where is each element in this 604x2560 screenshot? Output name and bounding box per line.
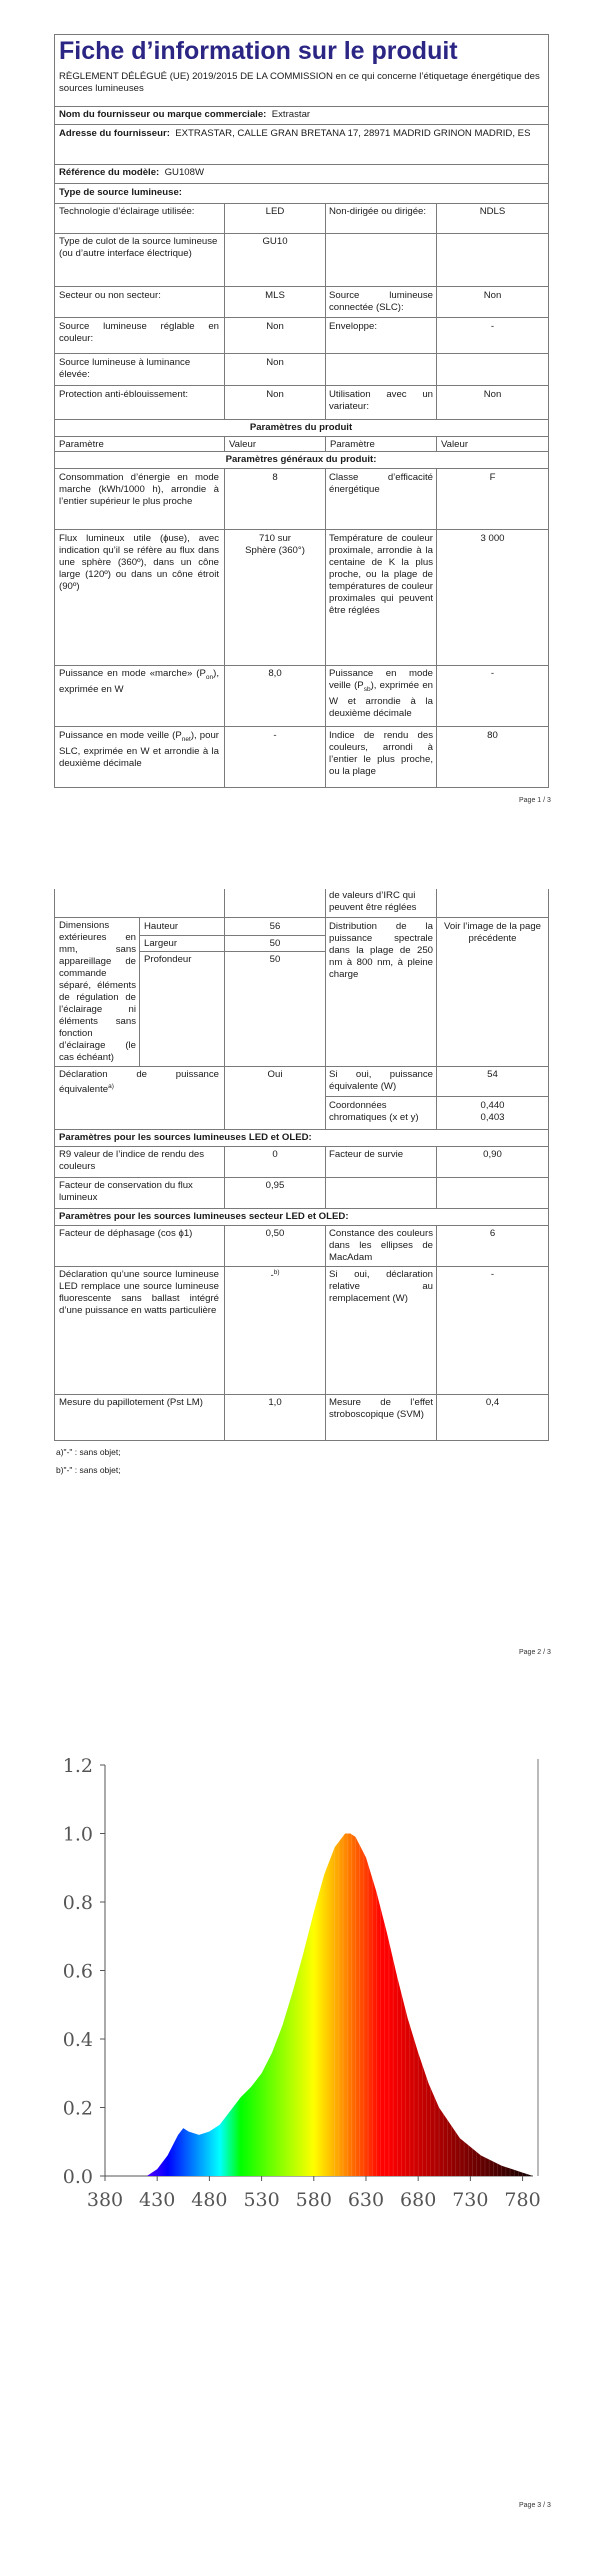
x-tick-label: 630: [347, 2189, 385, 2211]
height-value: 56: [269, 921, 281, 932]
standby-label-a: Puissance en mode veille (P: [329, 668, 433, 691]
net-standby-label: [56, 729, 222, 771]
col-divider: [224, 436, 225, 451]
regulation-text: RÈGLEMENT DÉLÉGUÉ (UE) 2019/2015 DE LA COMMISSION en ce qui concerne l’étiquetage énergétique des sources lumineuses: [59, 71, 540, 94]
power-factor-label: Facteur de déphasage (cos ϕ1): [59, 1228, 193, 1239]
col-divider: [436, 889, 437, 917]
page-number: Page 3 / 3: [519, 2502, 551, 2509]
colour-tunable-label: Source lumineuse réglable en couleur:: [59, 321, 219, 344]
maintenance-label: Facteur de conservation du flux lumineux: [59, 1180, 193, 1203]
divider: [139, 935, 325, 936]
energy-label: Consommation d’énergie en mode marche (kWh/1000 h), arrondie à l’entier supérieur le plus proche: [59, 472, 219, 507]
on-power-value: 8,0: [268, 668, 282, 679]
x-tick-label: 530: [243, 2189, 280, 2211]
x-tick-label: 780: [504, 2189, 541, 2211]
col-value-header-2: Valeur: [441, 439, 469, 450]
replacement-label: Déclaration qu’une source lumineuse LED remplace une source lumineuse fluorescente sans ballast intégré d’une puissance en watts particulière: [59, 1269, 219, 1316]
dimmable-label: Utilisation avec un variateur:: [329, 389, 433, 412]
survival-label: Facteur de survie: [329, 1149, 404, 1160]
col-divider: [224, 889, 225, 917]
divider: [55, 353, 549, 354]
flux-value-2: Sphère (360°): [245, 545, 305, 556]
width-value: 50: [269, 938, 281, 949]
standby-sub: sb: [363, 685, 371, 693]
col-divider: [436, 436, 437, 451]
model-row: [56, 166, 546, 180]
net-standby-label-a: Puissance en mode veille (P: [59, 730, 182, 741]
chroma-value: [437, 1099, 548, 1125]
high-luminance-label: Source lumineuse à luminance élevée:: [59, 357, 191, 380]
flux-value-1: 710 sur: [259, 533, 291, 544]
divider: [55, 317, 549, 318]
cap-label-1: Type de culot de la source lumineuse: [59, 236, 218, 247]
dimensions-label: Dimensions extérieures en mm, sans appareillage de commande séparé, éléments de régulation de l’éclairage ni éléments sans fonction d’éclairage (le cas échéant): [59, 920, 136, 1063]
divider: [55, 183, 549, 184]
y-tick-label: 0.6: [62, 1960, 93, 1983]
cap-value: GU10: [262, 236, 288, 247]
divider: [55, 917, 549, 918]
colour-tunable-value: Non: [266, 321, 284, 332]
divider: [55, 1177, 549, 1178]
divider: [325, 1096, 549, 1097]
flux-value: [225, 532, 325, 558]
on-power-label: [56, 667, 222, 697]
tech-value: LED: [265, 206, 285, 217]
macadam-value: 6: [489, 1228, 496, 1239]
glare-label: Protection anti-éblouissement:: [59, 389, 189, 400]
cri-label-cont: de valeurs d’IRC qui peuvent être réglées: [329, 890, 417, 913]
led-params-heading: Paramètres pour les sources lumineuses LED et OLED:: [59, 1132, 312, 1143]
divider: [139, 951, 325, 952]
flicker-label: Mesure du papillotement (Pst LM): [59, 1397, 203, 1408]
divider: [55, 1066, 549, 1067]
y-tick-label: 0.0: [62, 2166, 93, 2188]
height-label: Hauteur: [144, 921, 179, 932]
replacement-value: [225, 1266, 325, 1283]
mains-params-heading: Paramètres pour les sources lumineuses secteur LED et OLED:: [59, 1211, 349, 1222]
directional-value: NDLS: [479, 206, 506, 217]
divider: [55, 1129, 549, 1130]
chroma-x: 0,440: [480, 1100, 505, 1111]
col-param-header: Paramètre: [59, 439, 104, 450]
r9-value: 0: [272, 1149, 278, 1160]
chroma-label: Coordonnées chromatiques (x et y): [329, 1100, 419, 1123]
supplier-name-row: [56, 108, 546, 122]
x-tick-label: 380: [86, 2189, 124, 2211]
spectral-distribution-chart: [40, 1745, 580, 2225]
model-label: Référence du modèle:: [59, 167, 160, 178]
cri-label: Indice de rendu des couleurs, arrondi à l’entier le plus proche, ou la plage: [329, 730, 433, 777]
replacement-w-value: -: [490, 1269, 495, 1280]
standby-label-b: ), exprimée en W et arrondie à la deuxième décimale: [329, 680, 433, 719]
mains-value: MLS: [265, 290, 285, 301]
cap-label-2: (ou d’autre interface électrique): [59, 248, 192, 259]
equivalent-w-label: Si oui, puissance équivalente (W): [329, 1069, 433, 1092]
supplier-address-label: Adresse du fournisseur:: [59, 128, 170, 139]
spd-value: Voir l’image de la page précédente: [443, 921, 542, 944]
x-tick-label: 680: [400, 2189, 437, 2211]
divider: [55, 233, 549, 234]
divider: [55, 164, 549, 165]
divider: [55, 451, 549, 452]
flicker-value: 1,0: [268, 1397, 282, 1408]
standby-value: -: [490, 668, 495, 679]
col-divider: [325, 436, 326, 451]
on-power-label-a: Puissance en mode «marche» (P: [59, 668, 206, 679]
survival-value: 0,90: [483, 1149, 502, 1160]
supplier-name-value: Extrastar: [271, 109, 311, 120]
divider: [55, 665, 549, 666]
divider: [55, 529, 549, 530]
high-luminance-value: Non: [266, 357, 284, 368]
supplier-address-value: EXTRASTAR, CALLE GRAN BRETANA 17, 28971 MADRID GRINON MADRID, ES: [175, 128, 531, 139]
cct-label: Température de couleur proximale, arrondie à la centaine de K la plus proche, ou la plage de températures de couleur proximales qui peuvent être réglées: [329, 533, 433, 616]
y-tick-label: 1.0: [62, 1823, 93, 1846]
cri-value: 80: [487, 730, 498, 741]
y-tick-label: 1.2: [62, 1755, 93, 1777]
divider: [55, 436, 549, 437]
divider: [55, 203, 549, 204]
power-factor-value: 0,50: [265, 1228, 285, 1239]
x-tick-label: 580: [295, 2189, 332, 2211]
envelope-value: -: [490, 321, 495, 332]
page-number: Page 2 / 3: [519, 1649, 551, 1656]
x-tick-label: 430: [139, 2189, 176, 2211]
macadam-label: Constance des couleurs dans les ellipses de MacAdam: [329, 1228, 433, 1263]
page-title: Fiche d’information sur le produit: [59, 37, 458, 65]
divider: [55, 286, 549, 287]
divider: [55, 468, 549, 469]
on-power-sub: on: [205, 673, 214, 681]
supplier-address-row: [56, 127, 546, 141]
stroboscopic-value: 0,4: [485, 1397, 500, 1408]
chroma-y: 0,403: [480, 1112, 505, 1123]
energy-class-label: Classe d’efficacité énergétique: [329, 472, 433, 495]
r9-label: R9 valeur de l’indice de rendu des couleurs: [59, 1149, 205, 1172]
cap-label: [56, 235, 222, 261]
cct-value: 3 000: [480, 533, 505, 544]
net-standby-value: -: [273, 730, 277, 741]
energy-class-value: F: [489, 472, 496, 483]
col-divider: [436, 203, 437, 419]
directional-label: Non-dirigée ou dirigée:: [329, 206, 427, 217]
y-tick-label: 0.2: [62, 2097, 93, 2120]
maintenance-value: 0,95: [265, 1180, 285, 1191]
net-standby-sub: net: [181, 735, 191, 743]
footnote-a: a)"-" : sans objet;: [56, 1447, 121, 1457]
connected-label: Source lumineuse connectée (SLC):: [329, 290, 433, 313]
replacement-value-text: -: [270, 1270, 274, 1282]
connected-value: Non: [483, 290, 502, 301]
col-param-header-2: Paramètre: [330, 439, 375, 450]
energy-value: 8: [272, 472, 278, 483]
depth-label: Profondeur: [144, 954, 192, 965]
tech-label: Technologie d’éclairage utilisée:: [59, 206, 195, 217]
stroboscopic-label: Mesure de l’effet stroboscopique (SVM): [329, 1397, 433, 1420]
equivalent-sup: a): [108, 1083, 114, 1090]
divider: [55, 1208, 549, 1209]
spectrum-area: [147, 1834, 533, 2177]
equivalent-w-value: 54: [487, 1069, 498, 1080]
divider: [55, 124, 549, 125]
footnote-b: b)"-" : sans objet;: [56, 1465, 121, 1475]
equivalent-value: Oui: [267, 1069, 283, 1080]
divider: [55, 1225, 549, 1226]
divider: [55, 419, 549, 420]
replacement-w-label: Si oui, déclaration relative au remplacement (W): [329, 1269, 433, 1304]
standby-label: [326, 667, 436, 721]
flux-label: Flux lumineux utile (ɸuse), avec indication qu’il se réfère au flux dans une sphère (360º), dans un cône large (120º) ou dans un cône étroit (90º): [59, 533, 219, 592]
col-divider: [139, 917, 140, 1066]
mains-label: Secteur ou non secteur:: [59, 290, 161, 301]
model-value: GU108W: [164, 167, 205, 178]
equivalent-label-text: Déclaration de puissance équivalente: [59, 1069, 219, 1096]
y-tick-label: 0.4: [62, 2029, 93, 2051]
x-tick-label: 480: [191, 2189, 228, 2211]
glare-value: Non: [266, 389, 284, 400]
spd-label: Distribution de la puissance spectrale dans la plage de 250 nm à 800 nm, à pleine charge: [329, 921, 433, 980]
divider: [55, 726, 549, 727]
dimmable-value: Non: [483, 389, 502, 400]
page-number: Page 1 / 3: [519, 797, 551, 804]
net-standby-label-b: ), pour SLC, exprimée en W et arrondie à la deuxième décimale: [59, 730, 219, 769]
replacement-sup: b): [273, 1269, 280, 1276]
y-tick-label: 0.8: [62, 1892, 93, 1914]
source-type-heading: Type de source lumineuse:: [59, 187, 182, 198]
supplier-name-label: Nom du fournisseur ou marque commerciale:: [59, 109, 267, 120]
depth-value: 50: [269, 954, 281, 965]
on-power-label-b: ), exprimée en W: [59, 668, 219, 695]
divider: [55, 1146, 549, 1147]
width-label: Largeur: [144, 938, 178, 949]
envelope-label: Enveloppe:: [329, 321, 378, 332]
general-params-heading: Paramètres généraux du produit:: [225, 454, 377, 465]
equivalent-label: [56, 1068, 222, 1097]
divider: [55, 106, 549, 107]
divider: [55, 385, 549, 386]
col-value-header: Valeur: [229, 439, 257, 450]
x-tick-label: 730: [452, 2189, 489, 2211]
divider: [55, 1394, 549, 1395]
params-heading: Paramètres du produit: [249, 422, 353, 433]
